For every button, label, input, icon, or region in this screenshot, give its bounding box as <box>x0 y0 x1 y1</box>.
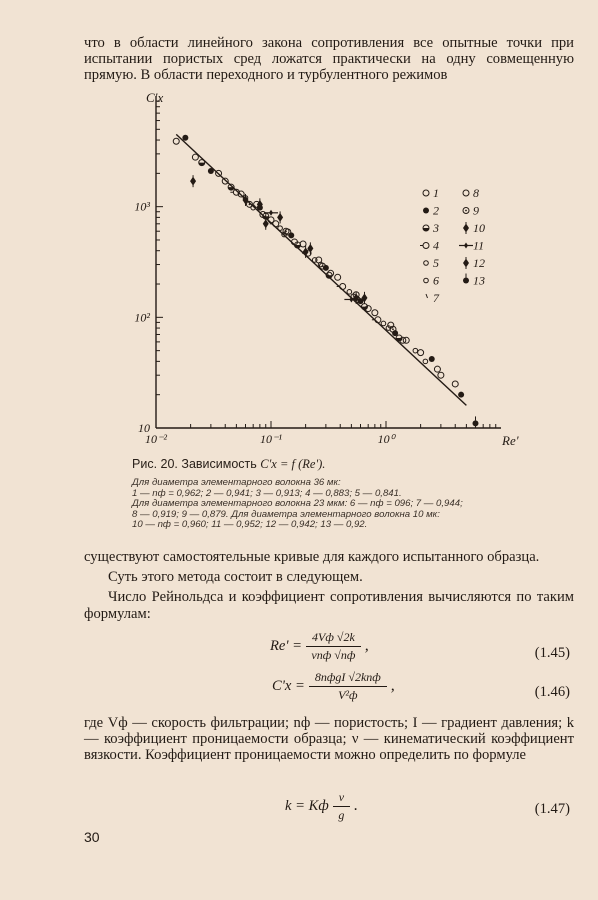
marker-shape <box>173 138 179 144</box>
numerator: 8nфgI √2knф <box>309 670 387 687</box>
data-point <box>472 416 478 426</box>
data-point <box>413 348 418 353</box>
formula-lhs: Re' = <box>270 638 303 654</box>
marker-shape <box>423 208 429 214</box>
marker-shape <box>340 283 346 289</box>
marker-shape <box>423 190 429 196</box>
marker-shape <box>347 290 352 295</box>
equation-number: (1.47) <box>534 801 570 817</box>
y-tick-label: 10 <box>138 421 150 435</box>
legend-label: 7 <box>433 291 439 305</box>
legend-marker <box>463 257 469 269</box>
denominator: g <box>338 808 345 822</box>
marker-shape <box>472 420 478 426</box>
legend-marker <box>426 294 428 298</box>
marker-shape <box>434 366 440 372</box>
marker-shape <box>372 310 378 316</box>
legend-note-line: 10 — nф = 0,960; 11 — 0,952; 12 — 0,942; 13 — 0,92. <box>132 519 368 531</box>
legend-marker <box>423 208 429 214</box>
caption-formula: C'x = f (Re'). <box>260 457 326 471</box>
numerator: 4Vф √2k <box>306 630 361 647</box>
data-point <box>190 175 196 187</box>
formula-lhs: C'x = <box>272 678 305 694</box>
numerator: ν <box>333 790 350 807</box>
formula-1-46 <box>272 670 572 703</box>
denominator: νnф √nф <box>311 648 356 662</box>
marker-shape <box>208 168 214 174</box>
data-point <box>208 168 214 174</box>
marker-shape <box>182 135 188 141</box>
paragraph: что в области линейного закона сопротивления все опытные точки при испытании пористых сред ложатся практически на одну совмещенную прямую. В области переходного и турбулентного режимов <box>84 35 574 84</box>
legend-label: 3 <box>433 221 439 235</box>
legend-note-line: 8 — 0,919; 9 — 0,879. Для диаметра элементарного волокна 10 мк: <box>132 508 440 520</box>
legend-marker <box>463 208 469 214</box>
marker-shape <box>463 190 469 196</box>
marker-shape <box>438 372 444 378</box>
legend-note <box>132 478 572 531</box>
marker-shape <box>424 278 429 283</box>
formula-1-47 <box>285 790 485 823</box>
data-point <box>288 232 294 238</box>
marker-shape <box>413 348 418 353</box>
legend-label: 4 <box>433 238 439 253</box>
data-point <box>270 221 279 227</box>
marker-dot <box>392 328 394 330</box>
fit-line <box>176 134 466 405</box>
marker-dot <box>285 230 287 232</box>
marker-shape <box>426 294 428 298</box>
marker-shape <box>312 258 317 263</box>
marker-shape <box>463 278 469 284</box>
x-tick-label: 10⁰ <box>377 432 395 446</box>
marker-shape <box>452 381 458 387</box>
legend-marker <box>463 222 469 234</box>
legend-note-line: Для диаметра элементарного волокна 36 мк: <box>132 477 341 488</box>
data-point <box>335 274 341 280</box>
formula-tail: , <box>364 637 369 655</box>
formula-1-45 <box>270 630 570 663</box>
legend-marker <box>424 261 429 266</box>
data-point <box>347 290 352 295</box>
legend-label: 10 <box>473 221 485 235</box>
data-point <box>438 372 444 378</box>
equation-number: (1.46) <box>534 684 570 700</box>
legend-label: 13 <box>473 273 485 288</box>
caption-text: Зависимость <box>181 457 257 471</box>
data-point <box>182 135 188 141</box>
data-point <box>429 356 435 362</box>
legend-label: 1 <box>433 186 439 200</box>
scatter-chart <box>126 88 526 458</box>
data-point <box>278 226 283 231</box>
legend-note-line: Для диаметра элементарного волокна 23 мкм: 6 — nф = 096; 7 — 0,944; <box>132 498 463 510</box>
legend-label: 8 <box>473 186 479 200</box>
data-point <box>199 160 205 166</box>
marker-shape <box>381 321 386 326</box>
caption-prefix: Рис. 20. <box>132 457 178 471</box>
definition-paragraph <box>84 715 574 764</box>
legend-marker <box>459 243 473 249</box>
figure-20 <box>126 88 526 458</box>
marker-shape <box>418 350 424 356</box>
data-point <box>326 272 332 278</box>
marker-dot <box>465 210 467 212</box>
paragraph: существуют самостоятельные кривые для каждого испытанного образца. <box>84 549 540 565</box>
legend-label: 5 <box>433 256 439 270</box>
paragraph: где Vф — скорость фильтрации; nф — пористость; I — градиент давления; k — коэффициент проницаемости образца; ν — кинематический коэффициент вязкости. Коэффициент проницаемости можно определить по формуле <box>84 715 574 764</box>
formula-fraction <box>306 630 361 663</box>
data-point <box>434 366 440 372</box>
top-paragraph <box>84 35 574 84</box>
y-tick-label: 10³ <box>134 199 150 214</box>
denominator: V²ф <box>338 688 358 702</box>
legend-marker <box>423 190 429 196</box>
data-point <box>192 154 198 160</box>
paragraph: Суть этого метода состоит в следующем. <box>108 569 363 586</box>
data-point <box>307 242 313 254</box>
marker-shape <box>423 359 428 364</box>
data-point <box>381 321 386 326</box>
formula-fraction <box>309 670 387 703</box>
formula-tail: . <box>354 797 359 815</box>
legend-marker <box>463 190 469 196</box>
legend <box>420 186 485 305</box>
legend-label: 12 <box>473 256 485 270</box>
x-axis-label: Re' <box>502 433 519 448</box>
marker-shape <box>288 232 294 238</box>
ticks <box>134 101 495 446</box>
marker-shape <box>335 274 341 280</box>
legend-label: 2 <box>433 203 439 218</box>
marker-shape <box>429 356 435 362</box>
marker-dot <box>249 203 251 205</box>
data-point <box>173 138 179 144</box>
marker-shape <box>192 154 198 160</box>
legend-marker <box>423 225 429 231</box>
marker-shape <box>424 261 429 266</box>
marker-shape <box>458 392 464 398</box>
y-tick-label: 10² <box>134 310 150 325</box>
legend-marker <box>463 274 469 284</box>
data-point <box>452 381 458 387</box>
formula-lhs: k = Kф <box>285 798 329 814</box>
marker-shape <box>423 243 429 249</box>
legend-label: 9 <box>473 203 479 218</box>
caption-title <box>132 456 572 472</box>
equation-number: (1.45) <box>534 645 570 661</box>
legend-note-line: 1 — nф = 0,962; 2 — 0,941; 3 — 0,913; 4 — 0,883; 5 — 0,841. <box>132 487 402 499</box>
paragraph: Число Рейнольдса и коэффициент сопротивления вычисляются по таким формулам: <box>84 589 574 622</box>
legend-label: 6 <box>433 273 439 288</box>
data-point <box>312 258 317 263</box>
axes <box>156 96 501 428</box>
data-point <box>418 350 424 356</box>
data-point <box>423 359 428 364</box>
x-tick-label: 10⁻² <box>145 432 167 446</box>
legend-marker <box>424 278 429 283</box>
data-point <box>372 310 378 316</box>
bottom-paragraphs <box>84 549 574 622</box>
data-point <box>337 283 346 289</box>
formula-tail: , <box>390 677 395 695</box>
page-number: 30 <box>84 829 100 845</box>
marker-shape <box>273 221 279 227</box>
x-tick-label: 10⁻¹ <box>260 432 282 446</box>
legend-label: 11 <box>473 238 485 253</box>
data-point <box>458 392 464 398</box>
legend-marker <box>420 243 429 249</box>
y-axis-label: C'x <box>146 90 164 105</box>
marker-shape <box>278 226 283 231</box>
figure-caption <box>132 456 572 531</box>
marker-dot <box>322 265 324 267</box>
formula-fraction <box>333 790 350 823</box>
